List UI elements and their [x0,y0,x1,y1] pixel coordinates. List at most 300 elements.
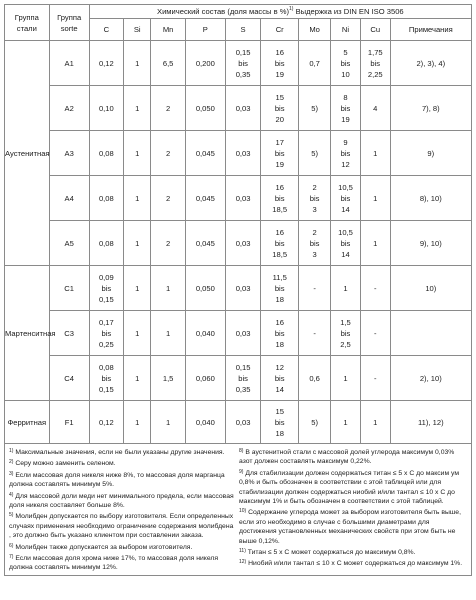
value-cell-si [124,266,151,311]
header-group-steel: Группа стали [5,5,50,41]
table-row-f1 [5,401,472,444]
value-line: 1 [166,283,171,293]
value-line: 1 [135,58,140,68]
footnotes-column-right [239,448,467,571]
grade-cell [49,86,89,131]
value-line: 18,5 [272,249,288,259]
value-cell-c [89,401,123,444]
value-cell-ni [331,266,361,311]
footnote-marker: 6) [9,542,14,549]
value-line: 19 [341,114,350,124]
value-cell-p [185,356,225,401]
value-line: 0,17 [98,317,114,327]
notes-cell [390,176,471,221]
value-cell-ni [331,221,361,266]
footnote-text: Молибден также допускается за выбором изготовителя. [15,543,193,551]
value-line: 1 [135,328,140,338]
notes-cell [390,86,471,131]
footnote [9,512,235,540]
grade-cell [49,401,89,444]
value-line: 1 [373,417,378,427]
value-line: bis [274,58,285,68]
value-line: 8 [343,92,348,102]
footnote-text: Для стабилизации должен содержаться титан ≤ 5 х С до максим ум 0,8% и быть обозначен в соответствии с этой таблицей или для стабилизации должен содержаться ниобий и/или тантал ≤ 10 х С до максимум 1% и быть обозначен в соответствии с этой таблицей. [239,469,460,506]
value-cell-cu [360,176,390,221]
value-cell-p [185,311,225,356]
table-row-a5 [5,221,472,266]
group-label: Мартенситная [5,328,56,338]
grade-cell [49,356,89,401]
footnote [239,548,467,557]
value-line: - [313,283,316,293]
value-line: 0,08 [98,238,114,248]
value-line: 18,5 [272,204,288,214]
footnote-marker: 12) [239,559,247,566]
value-line: 10,5 [338,182,353,192]
footnote-marker: 8) [239,448,244,454]
footnote-marker: 3) [9,470,14,477]
value-line: bis [101,328,112,338]
footnote [9,492,235,511]
header-row [5,5,472,19]
value-line: bis [274,283,285,293]
value-line: bis [309,193,320,203]
value-cell-cu [360,401,390,444]
table-row-a1 [5,41,472,86]
value-line: 0,08 [98,193,114,203]
value-cell-mo [299,401,331,444]
footnote-marker: 2) [9,459,14,466]
value-line: 14 [341,204,350,214]
grade-label: A3 [64,148,74,158]
value-line: 0,060 [195,373,215,383]
value-cell-cr [261,176,299,221]
value-cell-ni [331,311,361,356]
value-line: 1 [343,283,348,293]
value-cell-mo [299,356,331,401]
value-line: bis [274,193,285,203]
value-line: bis [340,58,351,68]
footnote-text: Ниобий и/или тантал ≤ 10 х С может содержаться до максимум 1%. [248,560,463,568]
value-line: 15 [275,92,284,102]
value-line: 16 [275,47,284,57]
footnote-text: Титан ≤ 5 х С может содержаться до максимум 0,8%. [247,549,416,557]
notes-cell [390,221,471,266]
value-line: 0,03 [235,148,251,158]
value-line: bis [101,283,112,293]
value-line: 2 [166,148,171,158]
value-cell-mn [151,266,185,311]
footnotes-column-left [9,448,235,575]
notes-text: 7), 8) [421,103,440,113]
value-line: 3 [312,204,317,214]
value-line: 6,5 [162,58,174,68]
value-line: 1 [166,328,171,338]
value-cell-cr [261,266,299,311]
value-line: 5 [343,47,348,57]
value-line: bis [309,238,320,248]
value-cell-ni [331,86,361,131]
value-cell-cu [360,221,390,266]
value-line: 2 [166,238,171,248]
value-cell-c [89,86,123,131]
value-cell-s [225,311,260,356]
value-line: 2 [166,103,171,113]
value-line: 10 [341,69,350,79]
value-cell-p [185,266,225,311]
value-cell-c [89,131,123,176]
value-line: 1 [166,417,171,427]
value-line: 0,045 [195,238,215,248]
value-cell-c [89,176,123,221]
value-cell-s [225,266,260,311]
value-line: 1 [135,238,140,248]
value-line: 1 [135,193,140,203]
value-cell-si [124,401,151,444]
value-line: 1,5 [340,317,351,327]
footnote-text: Серу можно заменить селеном. [15,460,116,468]
footnote-text: Содержание углерода может за выбором изготовителя быть выше, если это необходимо в случае с большими диаметрами для достижения установленных механических свойств при этом быть не выше 0,12%. [239,509,461,545]
value-cell-p [185,221,225,266]
table-row-a3 [5,131,472,176]
notes-cell [390,41,471,86]
value-line: 0,03 [235,283,251,293]
grade-label: F1 [64,417,74,427]
value-line: bis [340,193,351,203]
value-cell-mn [151,131,185,176]
value-line: 1 [135,283,140,293]
value-line: 0,35 [235,384,251,394]
value-cell-mn [151,311,185,356]
value-line: 5) [311,148,318,158]
value-cell-ni [331,401,361,444]
notes-cell [390,311,471,356]
value-line: 0,35 [235,69,251,79]
value-cell-ni [331,41,361,86]
footnote-marker: 4) [9,491,14,498]
notes-text: 2), 10) [419,373,442,383]
value-line: 20 [275,114,284,124]
value-line: 0,200 [195,58,215,68]
notes-cell [390,131,471,176]
footnotes-row [5,444,472,576]
value-line: 2 [312,182,317,192]
value-line: - [373,328,377,338]
value-cell-cu [360,266,390,311]
notes-text: 2), 3), 4) [416,58,446,68]
header-element-si: Si [124,19,151,41]
value-cell-si [124,176,151,221]
value-cell-s [225,86,260,131]
value-cell-cr [261,221,299,266]
notes-text: 9), 10) [419,238,442,248]
header-element-cr: Cr [261,19,299,41]
value-cell-mo [299,86,331,131]
value-line: 0,15 [98,384,114,394]
group-label: Ферритная [7,417,47,427]
value-line: bis [238,58,248,68]
table-row-c4 [5,356,472,401]
value-line: 0,050 [195,283,215,293]
value-cell-cr [261,41,299,86]
value-line: 2,25 [367,69,383,79]
footnote-text: В аустенитной стали с массовой долей углерода максимум 0,03% азот должен составлять максимум 0,22%. [239,449,455,466]
value-line: 0,25 [98,339,114,349]
value-line: 1,5 [162,373,174,383]
value-line: 1 [135,103,140,113]
value-line: 15 [275,406,284,416]
value-cell-si [124,311,151,356]
footnote [239,469,467,507]
value-line: 5) [311,417,318,427]
value-cell-mo [299,176,331,221]
footnote-text: Максимальные значения, если не были указаны другие значения. [15,449,225,456]
value-line: 0,12 [98,58,114,68]
grade-cell [49,266,89,311]
value-cell-cu [360,86,390,131]
grade-label: A1 [64,58,74,68]
header-element-p: P [185,19,225,41]
footnote-marker: 7) [9,554,14,561]
value-line: 2 [312,227,317,237]
value-cell-cu [360,41,390,86]
footnotes-cell [5,444,472,576]
table-row-a4 [5,176,472,221]
value-line: 16 [275,227,284,237]
value-cell-cu [360,311,390,356]
value-line: 0,040 [195,417,215,427]
value-line: 19 [275,69,284,79]
value-cell-p [185,176,225,221]
grade-cell [49,41,89,86]
value-line: 18 [275,294,284,304]
value-cell-ni [331,131,361,176]
grade-cell [49,176,89,221]
value-cell-c [89,356,123,401]
value-line: 0,045 [195,148,215,158]
notes-text: 10) [425,283,437,293]
value-cell-cr [261,86,299,131]
group-cell-martensitic [5,266,56,401]
value-cell-mn [151,41,185,86]
footnote [9,459,235,468]
value-cell-c [89,311,123,356]
footnote-marker: 11) [239,548,246,555]
value-line: bis [101,373,112,383]
value-cell-si [124,131,151,176]
value-line: 19 [275,159,284,169]
value-line: 0,03 [235,238,251,248]
value-line: 0,10 [98,103,114,113]
value-cell-c [89,221,123,266]
value-cell-mn [151,221,185,266]
value-line: 17 [275,137,284,147]
value-line: 0,15 [98,294,114,304]
value-line: 1 [343,417,348,427]
header-group-sorte: Группа sorte [49,5,89,41]
value-line: 0,6 [309,373,320,383]
value-cell-p [185,131,225,176]
value-cell-cr [261,401,299,444]
value-line: 0,03 [235,103,251,113]
notes-cell [390,356,471,401]
value-cell-si [124,41,151,86]
footnote-text: Для массовой доли меди нет минимального предела, если массовая доля никеля составляет больше 8%. [9,492,234,510]
value-cell-ni [331,176,361,221]
value-cell-mo [299,221,331,266]
grade-label: A5 [64,238,74,248]
value-line: bis [340,103,351,113]
value-line: bis [274,103,285,113]
header-element-ni: Ni [331,19,361,41]
value-cell-c [89,266,123,311]
notes-text: 11), 12) [418,417,444,427]
footnote-marker: 10) [239,508,247,515]
value-line: bis [274,373,285,383]
value-line: bis [340,238,351,248]
notes-cell [390,266,471,311]
value-line: bis [274,148,285,158]
value-cell-mn [151,86,185,131]
value-line: 1 [135,373,140,383]
value-line: 0,050 [195,103,215,113]
value-cell-si [124,221,151,266]
value-line: 1 [373,148,378,158]
value-cell-mo [299,266,331,311]
value-cell-mo [299,131,331,176]
value-line: 9 [343,137,348,147]
footnote-marker: 9) [239,468,244,475]
value-line: 1 [373,193,378,203]
value-line: 12 [341,159,350,169]
footnote-marker: 1) [9,448,14,454]
value-line: 0,15 [235,362,251,372]
value-cell-cr [261,356,299,401]
value-line: 10,5 [338,227,353,237]
value-cell-p [185,41,225,86]
value-line: bis [238,373,248,383]
grade-label: A2 [64,103,74,113]
value-line: 0,08 [98,148,114,158]
value-line: 14 [275,384,284,394]
group-cell-austenitic [5,41,50,266]
value-cell-mo [299,41,331,86]
value-line: 1 [343,373,348,383]
value-line: 18 [275,428,284,438]
value-line: 0,03 [235,417,251,427]
header-notes: Примечания [390,19,471,41]
value-line: 0,15 [235,47,251,57]
value-cell-s [225,356,260,401]
group-label: Аустенитная [5,148,50,158]
value-line: bis [274,238,285,248]
notes-cell [390,401,471,444]
value-line: 14 [341,249,350,259]
value-line: 16 [275,182,284,192]
value-cell-cu [360,356,390,401]
value-cell-cr [261,311,299,356]
value-line: 5) [311,103,318,113]
value-line: bis [370,58,381,68]
value-line: bis [274,417,285,427]
footnote [9,543,235,552]
header-element-mo: Mo [299,19,331,41]
header-composition-title: Химический состав (доля массы в %)$^{1)}$ Выдержка из DIN EN ISO 3506 [89,5,471,19]
value-cell-s [225,176,260,221]
notes-text: 9) [427,148,435,158]
value-cell-c [89,41,123,86]
notes-text: 8), 10) [419,193,442,203]
value-line: - [313,328,316,338]
value-line: 0,7 [309,58,320,68]
table-row-a2 [5,86,472,131]
value-line: 0,08 [98,362,114,372]
value-cell-mn [151,176,185,221]
value-line: 4 [373,103,378,113]
table-row-c3 [5,311,472,356]
value-line: 0,03 [235,193,251,203]
value-cell-si [124,86,151,131]
footnote-text: Если массовая доля никеля ниже 8%, то массовая доля марганца должна составлять минимум 5%. [9,471,225,489]
header-element-mn: Mn [151,19,185,41]
footnote-text: Если массовая доля хрома ниже 17%, то массовая доля никеля должна составлять минимум 12%. [9,555,219,572]
value-line: 12 [275,362,284,372]
value-line: 1 [135,417,140,427]
footnote-text: Молибден допускается по выбору изготовителя. Если определенных случаях применения необходимо ограничение содержания молибдена , это должно быть указано клиентом при составлении заказа. [9,513,234,540]
steel-composition-table [4,4,472,576]
value-cell-p [185,401,225,444]
value-cell-s [225,401,260,444]
value-cell-si [124,356,151,401]
value-line: - [373,373,377,383]
value-line: 16 [275,317,284,327]
grade-label: C4 [64,373,74,383]
value-cell-s [225,131,260,176]
grade-label: C1 [64,283,74,293]
value-line: - [373,283,377,293]
value-cell-s [225,221,260,266]
value-line: 11,5 [272,272,287,282]
header-element-s: S [225,19,260,41]
value-cell-mn [151,401,185,444]
value-cell-cu [360,131,390,176]
value-cell-ni [331,356,361,401]
value-line: 0,12 [98,417,114,427]
footnote [9,448,235,457]
grade-cell [49,131,89,176]
value-line: 1,75 [367,47,383,57]
value-line: 2 [166,193,171,203]
value-line: 0,040 [195,328,215,338]
value-line: 18 [275,339,284,349]
value-line: 0,045 [195,193,215,203]
header-element-cu: Cu [360,19,390,41]
value-line: 2,5 [340,339,351,349]
grade-cell [49,221,89,266]
value-line: 1 [373,238,378,248]
header-element-c: C [89,19,123,41]
value-cell-cr [261,131,299,176]
footnote [239,508,467,546]
value-line: bis [274,328,285,338]
footnote [9,471,235,490]
footnote [239,559,467,568]
value-line: bis [340,328,351,338]
value-line: 0,03 [235,328,251,338]
footnote [9,554,235,573]
group-cell-ferritic [5,401,50,444]
value-cell-p [185,86,225,131]
